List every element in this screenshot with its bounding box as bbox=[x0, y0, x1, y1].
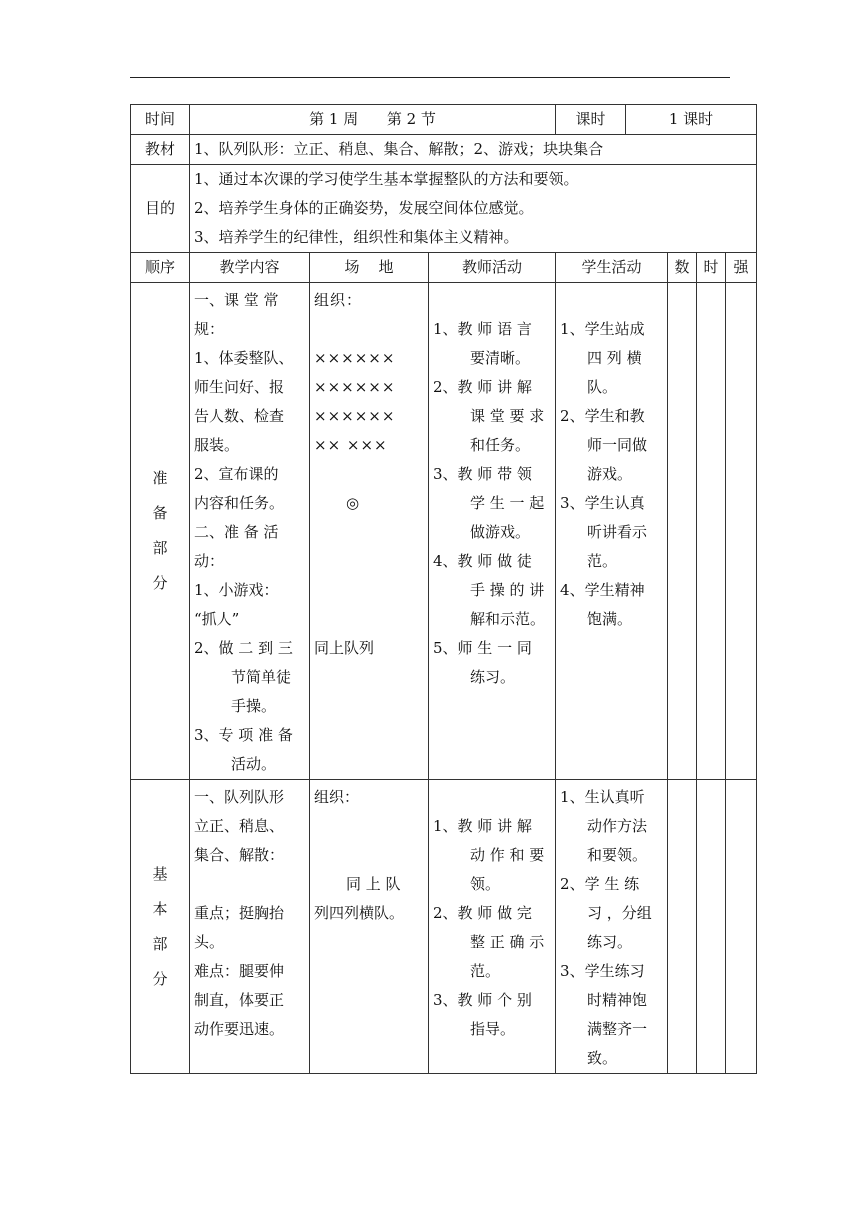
prep-content-line: 1、小游戏： bbox=[194, 581, 279, 599]
student-line: 致。 bbox=[587, 1049, 618, 1067]
student-line: 1、学生站成 bbox=[560, 320, 645, 338]
basic-content-line: 重点；挺胸抬 bbox=[194, 904, 285, 922]
goal-item: 3、培养学生的纪律性，组织性和集体主义精神。 bbox=[194, 228, 519, 246]
prep-student-activity bbox=[556, 283, 668, 780]
formation-row: ×××××× bbox=[314, 407, 396, 425]
venue-org-label: 组织： bbox=[314, 788, 360, 806]
teacher-line: 3、教 师 个 别 bbox=[433, 991, 532, 1009]
basic-content-line: 立正、稍息、 bbox=[194, 817, 285, 835]
student-line: 4、学生精神 bbox=[560, 581, 645, 599]
prep-content-line: 1、体委整队、 bbox=[194, 349, 294, 367]
col-count: 数 bbox=[668, 253, 697, 283]
prep-content-line: 告人数、检查 bbox=[194, 407, 285, 425]
teacher-line: 范。 bbox=[470, 962, 501, 980]
student-line: 满整齐一 bbox=[587, 1020, 648, 1038]
venue-note: 列四列横队。 bbox=[314, 904, 405, 922]
goal-list bbox=[190, 165, 757, 253]
teacher-line: 2、教 师 讲 解 bbox=[433, 378, 532, 396]
student-line: 和要领。 bbox=[587, 846, 648, 864]
venue-note: 同 上 队 bbox=[346, 875, 401, 893]
venue-note: 同上队列 bbox=[314, 639, 375, 657]
teacher-line: 课 堂 要 求 bbox=[470, 407, 545, 425]
prep-content-line: 规： bbox=[194, 320, 225, 338]
top-rule bbox=[130, 77, 730, 78]
basic-student-activity bbox=[556, 780, 668, 1074]
prep-time-cell bbox=[697, 283, 726, 780]
student-line: 习 ，分组 bbox=[587, 904, 652, 922]
prep-content-line: 动： bbox=[194, 552, 225, 570]
col-time: 时 bbox=[697, 253, 726, 283]
prep-content-line: 内容和任务。 bbox=[194, 494, 285, 512]
teacher-line: 要清晰。 bbox=[470, 349, 531, 367]
material-value: 1、队列队形：立正、稍息、集合、解散；2、游戏；块块集合 bbox=[190, 135, 757, 165]
student-line: 动作方法 bbox=[587, 817, 648, 835]
prep-venue bbox=[310, 283, 429, 780]
teacher-line: 3、教 师 带 领 bbox=[433, 465, 532, 483]
prep-content-line: 活动。 bbox=[231, 755, 277, 773]
basic-label-char: 部 bbox=[152, 934, 168, 953]
prep-label-char: 准 bbox=[152, 469, 168, 487]
prep-label-char: 备 bbox=[152, 504, 168, 522]
student-line: 3、学生练习 bbox=[560, 962, 645, 980]
teacher-line: 2、教 师 做 完 bbox=[433, 904, 532, 922]
basic-time-cell bbox=[697, 780, 726, 1074]
prep-content-line: 2、宣布课的 bbox=[194, 465, 279, 483]
student-line: 四 列 横 bbox=[587, 349, 642, 367]
student-line: 范。 bbox=[587, 552, 618, 570]
student-line: 3、学生认真 bbox=[560, 494, 645, 512]
prep-teacher-activity bbox=[429, 283, 556, 780]
basic-section-label bbox=[131, 780, 190, 1074]
student-line: 游戏。 bbox=[587, 465, 633, 483]
student-line: 练习。 bbox=[587, 933, 633, 951]
formation-row: ×××××× bbox=[314, 349, 396, 367]
basic-teacher-activity bbox=[429, 780, 556, 1074]
teacher-line: 1、教 师 语 言 bbox=[433, 320, 532, 338]
prep-content-line: 一、课 堂 常 bbox=[194, 291, 279, 309]
teacher-line: 练习。 bbox=[470, 668, 516, 686]
basic-label-char: 分 bbox=[152, 969, 168, 988]
basic-content-line: 一、队列队形 bbox=[194, 788, 285, 806]
student-line: 听讲看示 bbox=[587, 523, 648, 541]
prep-content-line: 服装。 bbox=[194, 436, 240, 454]
goal-item: 1、通过本次课的学习使学生基本掌握整队的方法和要领。 bbox=[194, 170, 579, 188]
col-order: 顺序 bbox=[131, 253, 190, 283]
student-line: 队。 bbox=[587, 378, 618, 396]
teacher-line: 整 正 确 示 bbox=[470, 933, 545, 951]
teacher-position-mark: ◎ bbox=[346, 494, 361, 512]
period-label: 课时 bbox=[556, 105, 626, 135]
lesson-plan-table bbox=[130, 104, 757, 1074]
teacher-line: 和任务。 bbox=[470, 436, 531, 454]
prep-count-cell bbox=[668, 283, 697, 780]
teacher-line: 学 生 一 起 bbox=[470, 494, 545, 512]
teacher-line: 指导。 bbox=[470, 1020, 516, 1038]
basic-label-char: 本 bbox=[152, 899, 168, 918]
student-line: 师一同做 bbox=[587, 436, 648, 454]
basic-section-row bbox=[131, 780, 757, 1074]
teacher-line: 领。 bbox=[470, 875, 501, 893]
goal-item: 2、培养学生身体的正确姿势，发展空间体位感觉。 bbox=[194, 199, 534, 217]
prep-section-label bbox=[131, 283, 190, 780]
prep-label-char: 部 bbox=[152, 539, 168, 557]
formation-row: ×××××× bbox=[314, 378, 396, 396]
col-venue: 场 地 bbox=[310, 253, 429, 283]
prep-section-row bbox=[131, 283, 757, 780]
teacher-line: 1、教 师 讲 解 bbox=[433, 817, 532, 835]
basic-content bbox=[190, 780, 310, 1074]
basic-venue bbox=[310, 780, 429, 1074]
student-line: 2、学 生 练 bbox=[560, 875, 640, 893]
teacher-line: 解和示范。 bbox=[470, 610, 546, 628]
material-label: 教材 bbox=[131, 135, 190, 165]
prep-content-line: “抓人” bbox=[194, 610, 240, 628]
prep-content-line: 2、做 二 到 三 bbox=[194, 639, 293, 657]
col-content: 教学内容 bbox=[190, 253, 310, 283]
basic-content-line: 动作要迅速。 bbox=[194, 1020, 285, 1038]
basic-count-cell bbox=[668, 780, 697, 1074]
student-line: 时精神饱 bbox=[587, 991, 648, 1009]
col-intensity: 强 bbox=[726, 253, 757, 283]
prep-content-line: 节简单徒 bbox=[231, 668, 292, 686]
basic-content-line: 头。 bbox=[194, 933, 225, 951]
period-value: 1 课时 bbox=[626, 105, 757, 135]
formation-row: ×× ××× bbox=[314, 436, 388, 454]
prep-content bbox=[190, 283, 310, 780]
material-row bbox=[131, 135, 757, 165]
basic-content-line: 难点：腿要伸 bbox=[194, 962, 285, 980]
teacher-line: 手 操 的 讲 bbox=[470, 581, 545, 599]
prep-intensity-cell bbox=[726, 283, 757, 780]
prep-content-line: 3、专 项 准 备 bbox=[194, 726, 293, 744]
basic-intensity-cell bbox=[726, 780, 757, 1074]
goal-label: 目的 bbox=[131, 165, 190, 253]
student-line: 2、学生和教 bbox=[560, 407, 645, 425]
column-header-row bbox=[131, 253, 757, 283]
student-line: 饱满。 bbox=[587, 610, 633, 628]
basic-content-line: 集合、解散： bbox=[194, 846, 285, 864]
time-row bbox=[131, 105, 757, 135]
student-line: 1、生认真听 bbox=[560, 788, 645, 806]
basic-content-line: 制直，体要正 bbox=[194, 991, 285, 1009]
prep-content-line: 师生问好、报 bbox=[194, 378, 285, 396]
basic-label-char: 基 bbox=[152, 864, 168, 883]
goal-row bbox=[131, 165, 757, 253]
venue-org-label: 组织： bbox=[314, 291, 363, 309]
col-student: 学生活动 bbox=[556, 253, 668, 283]
prep-content-line: 二、准 备 活 bbox=[194, 523, 279, 541]
col-teacher: 教师活动 bbox=[429, 253, 556, 283]
teacher-line: 做游戏。 bbox=[470, 523, 531, 541]
prep-content-line: 手操。 bbox=[231, 697, 277, 715]
prep-label-char: 分 bbox=[152, 574, 168, 592]
teacher-line: 动 作 和 要 bbox=[470, 846, 545, 864]
time-value: 第 1 周 第 2 节 bbox=[190, 105, 556, 135]
teacher-line: 4、教 师 做 徒 bbox=[433, 552, 532, 570]
time-label: 时间 bbox=[131, 105, 190, 135]
teacher-line: 5、师 生 一 同 bbox=[433, 639, 532, 657]
